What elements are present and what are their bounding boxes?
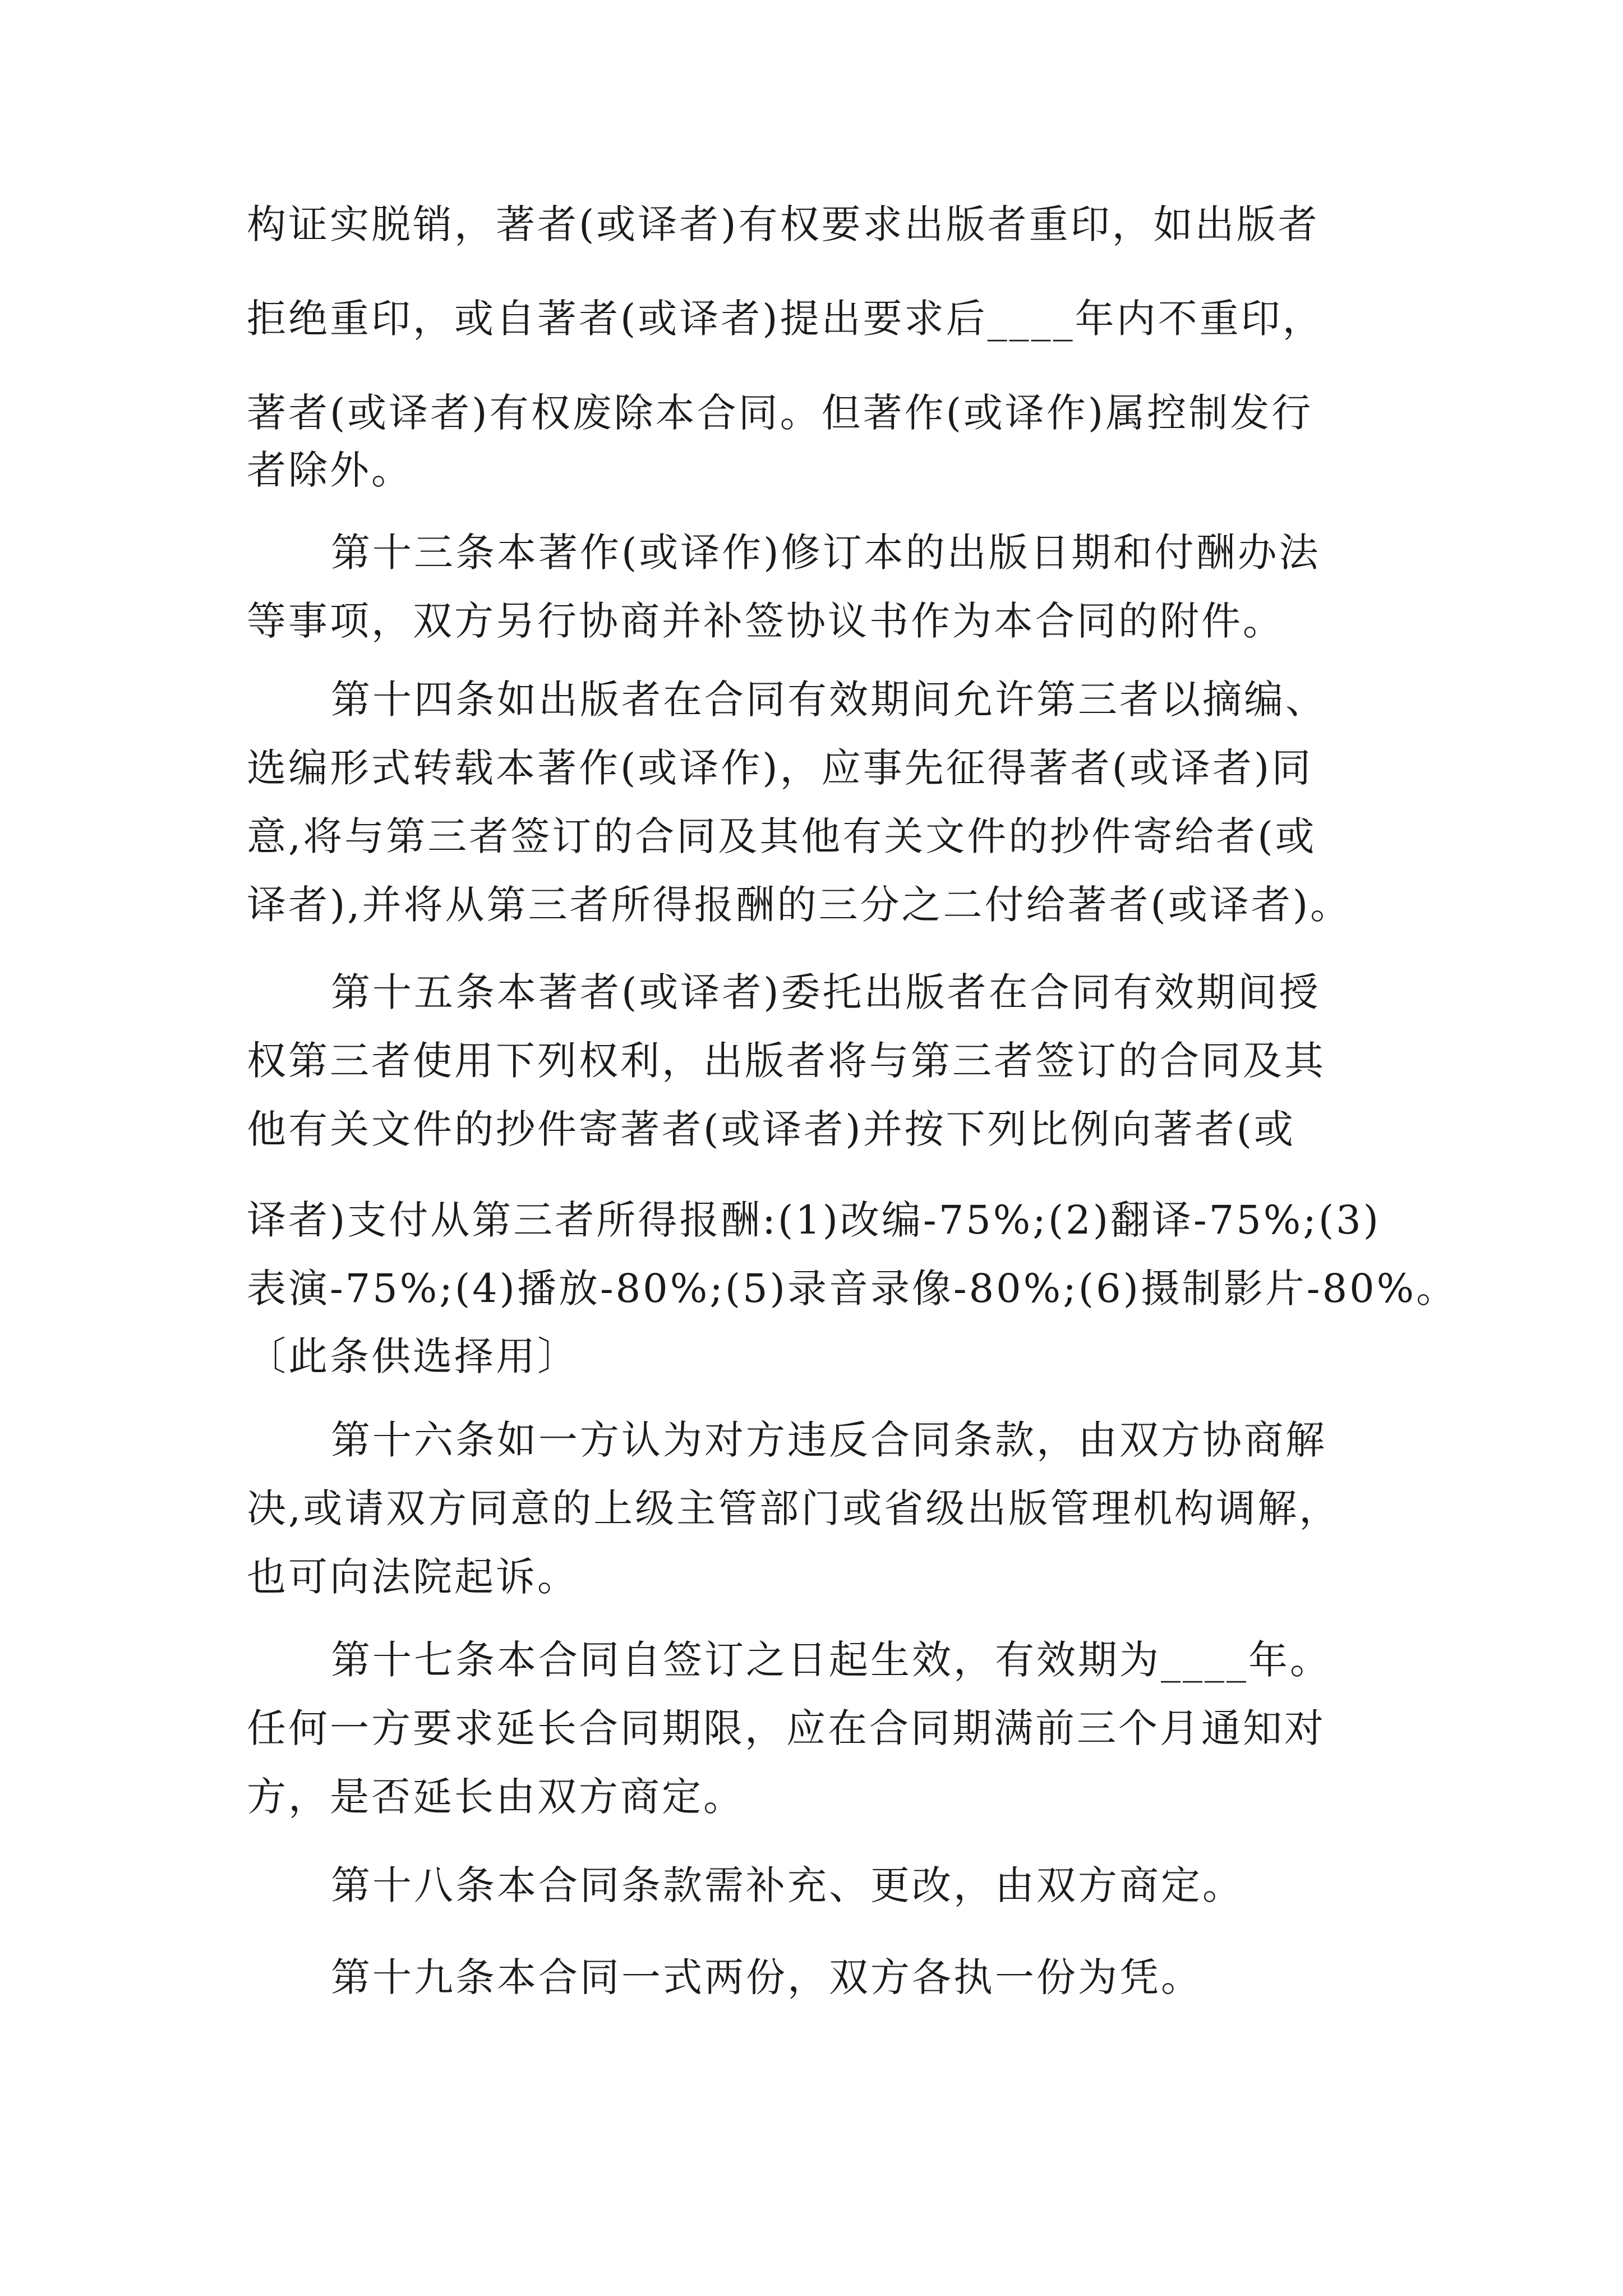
text-line: 者除外。 [247,447,413,493]
paragraph-start-article-16: 第十六条如一方认为对方违反合同条款，由双方协商解 [331,1417,1327,1463]
text-line: 权第三者使用下列权利，出版者将与第三者签订的合同及其 [247,1038,1326,1084]
text-line: 任何一方要求延长合同期限，应在合同期满前三个月通知对 [247,1705,1326,1751]
paragraph-start-article-18: 第十八条本合同条款需补充、更改，由双方商定。 [331,1862,1244,1908]
text-line: 也可向法院起诉。 [247,1554,579,1600]
text-line: 他有关文件的抄件寄著者(或译者)并按下列比例向著者(或 [247,1106,1295,1152]
text-line: 著者(或译者)有权废除本合同。但著作(或译作)属控制发行 [247,390,1313,436]
text-line: 选编形式转载本著作(或译作)，应事先征得著者(或译者)同 [247,745,1313,791]
text-line: 等事项，双方另行协商并补签协议书作为本合同的附件。 [247,598,1284,644]
paragraph-start-article-14: 第十四条如出版者在合同有效期间允许第三者以摘编、 [331,677,1327,723]
text-line: 意,将与第三者签订的合同及其他有关文件的抄件寄给者(或 [247,813,1317,859]
text-line: 拒绝重印，或自著者(或译者)提出要求后____年内不重印， [247,296,1324,342]
text-line: 〔此条供选择用〕 [247,1333,579,1379]
paragraph-start-article-19: 第十九条本合同一式两份，双方各执一份为凭。 [331,1954,1202,2000]
text-line: 表演-75%;(4)播放-80%;(5)录音录像-80%;(6)摄制影片-80%。 [247,1266,1458,1312]
paragraph-start-article-17: 第十七条本合同自签订之日起生效，有效期为____年。 [331,1637,1331,1683]
text-line: 决,或请双方同意的上级主管部门或省级出版管理机构调解， [247,1485,1341,1531]
text-line: 构证实脱销，著者(或译者)有权要求出版者重印，如出版者 [247,201,1320,247]
text-line: 译者),并将从第三者所得报酬的三分之二付给著者(或译者)。 [247,882,1352,928]
text-line: 方，是否延长由双方商定。 [247,1774,745,1820]
text-line: 译者)支付从第三者所得报酬:(1)改编-75%;(2)翻译-75%;(3) [247,1197,1381,1243]
paragraph-start-article-15: 第十五条本著者(或译者)委托出版者在合同有效期间授 [331,969,1321,1015]
paragraph-start-article-13: 第十三条本著作(或译作)修订本的出版日期和付酬办法 [331,530,1321,576]
